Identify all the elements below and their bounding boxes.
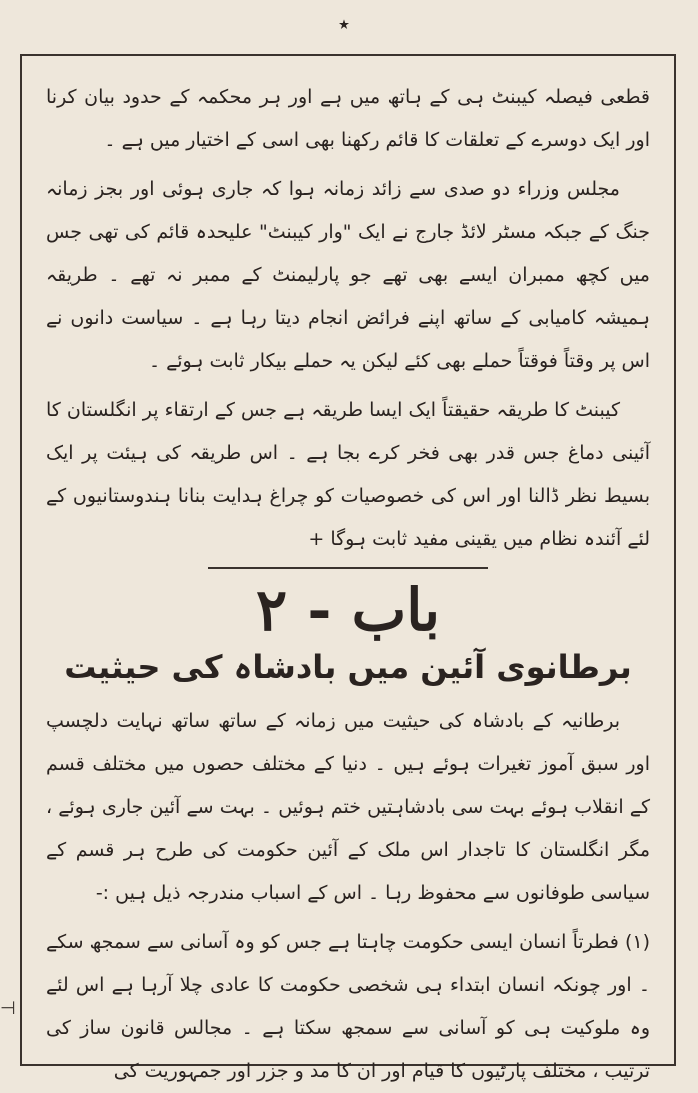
chapter-title: برطانوی آئین میں بادشاہ کی حیثیت [64,647,632,686]
page-mark: ٭ [338,12,350,37]
paragraph-1: قطعی فیصلہ کیبنٹ ہی کے ہاتھ میں ہے اور ہر محکمہ کے حدود بیان کرنا اور ایک دوسرے کے تعلقات کا قائم رکھنا بھی اسی کے اختیار میں ہے ۔ [46,86,650,151]
paragraph-3: کیبنٹ کا طریقہ حقیقتاً ایک ایسا طریقہ ہے جس کے ارتقاء پر انگلستان کا آئینی دماغ جس قدر بھی فخر کرے بجا ہے ۔ اس طریقہ کی ہیئت پر ایک بسیط نظر ڈالنا اور اس کی خصوصیات کو چراغ ہدایت بنانا ہندوستانیوں کے لئے آئندہ نظام میں یقینی مفید ثابت ہوگا + [46,399,650,550]
page-frame [20,54,676,1083]
chapter-heading: باب - ۲ [255,576,441,644]
margin-mark-icon: ⊣ [0,998,16,1019]
list-item-1: (۱) فطرتاً انسان ایسی حکومت چاہتا ہے جس کو وہ آسانی سے سمجھ سکے ۔ اور چونکہ انسان ابتداء ہی شخصی حکومت کا عادی چلا آرہا ہے اس لئے وہ ملوکیت ہی کو آسانی سے سمجھ سکتا ہے ۔ مجالس قانون ساز کی ترتیب ، مختلف پارٹیوں کا قیام اور ان کا مد و جزر اور جمہوریت کی [46,931,650,1083]
section-divider [208,567,488,569]
paragraph-2: مجلس وزراء دو صدی سے زائد زمانہ ہوا کہ جاری ہوئی اور بجز زمانہ جنگ کے جبکہ مسٹر لائڈ جارج نے ایک "وار کیبنٹ" علیحدہ قائم کی تھی جس میں کچھ ممبران ایسے بھی تھے جو پارلیمنٹ کے ممبر نہ تھے ۔ طریقہ ہمیشہ کامیابی کے ساتھ اپنے فرائض انجام دیتا رہا ہے ۔ سیاست دانوں نے اس پر وقتاً فوقتاً حملے بھی کئے لیکن یہ حملے بیکار ثابت ہوئے ۔ [46,178,650,372]
paragraph-4: برطانیہ کے بادشاہ کی حیثیت میں زمانہ کے ساتھ ساتھ نہایت دلچسپ اور سبق آموز تغیرات ہوئے ہیں ۔ دنیا کے مختلف حصوں میں مختلف قسم کے انقلاب ہوئے بہت سی بادشاہتیں ختم ہوئیں ۔ بہت سے آئین جاری ہوئے ، مگر انگلستان کا تاجدار اس ملک کے آئین حکومت کی طرح ہر قسم کے سیاسی طوفانوں سے محفوظ رہا ۔ اس کے اسباب مندرجہ ذیل ہیں :- [46,710,650,905]
